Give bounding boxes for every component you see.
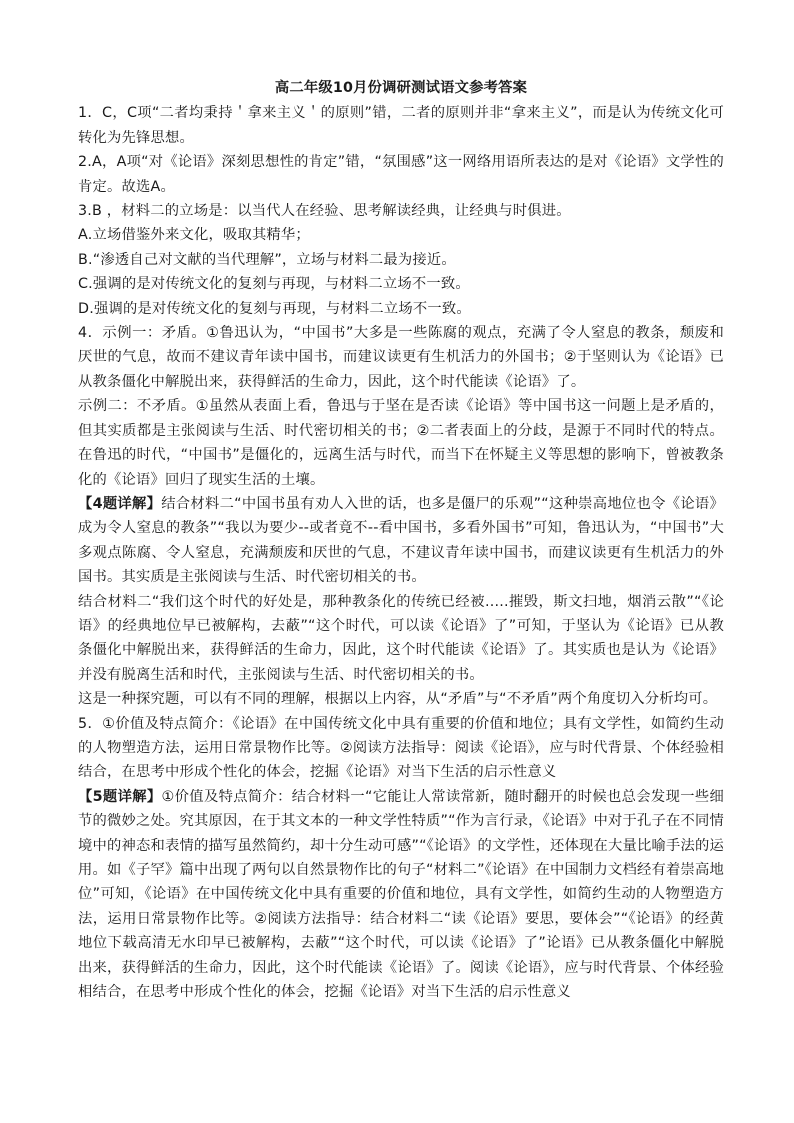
answer-paragraph: [78, 150, 724, 199]
paragraph-text: 示例二：不矛盾。①虽然从表面上看，鲁迅与于坚在是否读《论语》等中国书这一问题上是矛盾的，但其实质都是主张阅读与生活、时代密切相关的书；②二者表面上的分歧，是源于不同时代的特点。在鲁迅的时代，“中国书”是僵化的，远离生活与时代，而当下在怀疑主义等思想的影响下，曾被教条化的《论语》回归了现实生活的土壤。: [78, 398, 724, 488]
paragraph-text: 3.B ，材料二的立场是：以当代人在经验、思考解读经典，让经典与时俱进。: [78, 203, 571, 220]
answer-paragraph: [78, 101, 724, 150]
answer-body: [78, 101, 724, 1004]
detail-heading: 【5题详解】: [78, 788, 162, 805]
paragraph-text: 1．C，C项“二者均秉持＇拿来主义＇的原则”错，二者的原则并非“拿来主义”，而是认为传统文化可转化为先锋思想。: [78, 105, 724, 146]
answer-paragraph: [78, 492, 724, 590]
paragraph-text: A.立场借鉴外来文化，吸取其精华；: [78, 227, 310, 244]
answer-paragraph: [78, 712, 724, 785]
paragraph-text: 这是一种探究题，可以有不同的理解，根据以上内容，从“矛盾”与“不矛盾”两个角度切入分析均可。: [78, 691, 718, 708]
paragraph-text: 5．①价值及特点简介：《论语》在中国传统文化中具有重要的价值和地位；具有文学性，如简约生动的人物塑造方法，运用日常景物作比等。②阅读方法指导：阅读《论语》，应与时代背景、个体经验相结合，在思考中形成个性化的体会，挖掘《论语》对当下生活的启示性意义: [78, 715, 724, 781]
paragraph-text: ①价值及特点简介：结合材料一“它能让人常读常新，随时翻开的时候也总会发现一些细节的微妙之处。究其原因，在于其文本的一种文学性特质”“作为言行录，《论语》中对于孔子在不同情境中的神态和表情的描写虽然简约，却十分生动可感”“《论语》的文学性，还体现在大量比喻手法的运用。如《子罕》篇中出现了两句以自然景物作比的句子“材料二”《论语》在中国制力文档经有着崇高地位”可知，《论语》在中国传统文化中具有重要的价值和地位，具有文学性，如简约生动的人物塑造方法，运用日常景物作比等。②阅读方法指导：结合材料二“读《论语》要思，要体会”“《论语》的经黄地位下载高清无水印早已被解构，去蔽”“这个时代，可以读《论语》了”论语》已从教条僵化中解脱出来，获得鲜活的生命力，因此，这个时代能读《论语》了。阅读《论语》，应与时代背景、个体经验相结合，在思考中形成个性化的体会，挖掘《论语》对当下生活的启示性意义: [78, 788, 724, 1001]
paragraph-text: 2.A，A项“对《论语》深刻思想性的肯定”错，“氛围感”这一网络用语所表达的是对《论语》文学性的肯定。故选A。: [78, 154, 724, 195]
document-title: 高二年级10月份调研测试语文参考答案: [274, 80, 528, 96]
answer-paragraph: [78, 272, 724, 296]
detail-heading: 【4题详解】: [78, 495, 162, 512]
answer-paragraph: [78, 687, 724, 711]
answer-paragraph: [78, 199, 724, 223]
answer-paragraph: [78, 297, 724, 321]
answer-paragraph: [78, 248, 724, 272]
paragraph-text: C.强调的是对传统文化的复刻与再现，与材料二立场不一致。: [78, 276, 470, 293]
paragraph-text: D.强调的是对传统文化的复刻与再现，与材料二立场不一致。: [78, 300, 471, 317]
paragraph-text: 结合材料二“中国书虽有劝人入世的话，也多是僵尸的乐观”“这种崇高地位也令《论语》成为令人窒息的教条”“我以为要少--或者竟不--看中国书，多看外国书”可知，鲁迅认为，“中国书”大多观点陈腐、令人窒息，充满颓废和厌世的气息，不建议青年读中国书，而建议读更有生机活力的外国书。其实质是主张阅读与生活、时代密切相关的书。: [78, 495, 724, 586]
paragraph-text: 结合材料二“我们这个时代的好处是，那种教条化的传统已经被.....摧毁，斯文扫地，烟消云散”“《论语》的经典地位早已被解构，去蔽”“这个时代，可以读《论语》了”可知，于坚认为《论语》已从教条僵化中解脱出来，获得鲜活的生命力，因此，这个时代能读《论语》了。其实质也是认为《论语》并没有脱离生活和时代，主张阅读与生活、时代密切相关的书。: [78, 593, 724, 683]
paragraph-text: B.“渗透自己对文献的当代理解”，立场与材料二最为接近。: [78, 251, 456, 268]
paragraph-text: 4．示例一：矛盾。①鲁迅认为，“中国书”大多是一些陈腐的观点，充满了令人窒息的教条，颓废和厌世的气息，故而不建议青年读中国书，而建议读更有生机活力的外国书；②于坚则认为《论语》已从教条僵化中解脱出来，获得鲜活的生命力，因此，这个时代能读《论语》了。: [78, 325, 724, 390]
answer-paragraph: [78, 321, 724, 394]
answer-paragraph: [78, 223, 724, 247]
answer-document: [78, 76, 724, 1004]
answer-paragraph: [78, 590, 724, 688]
answer-paragraph: [78, 394, 724, 492]
answer-paragraph: [78, 785, 724, 1005]
